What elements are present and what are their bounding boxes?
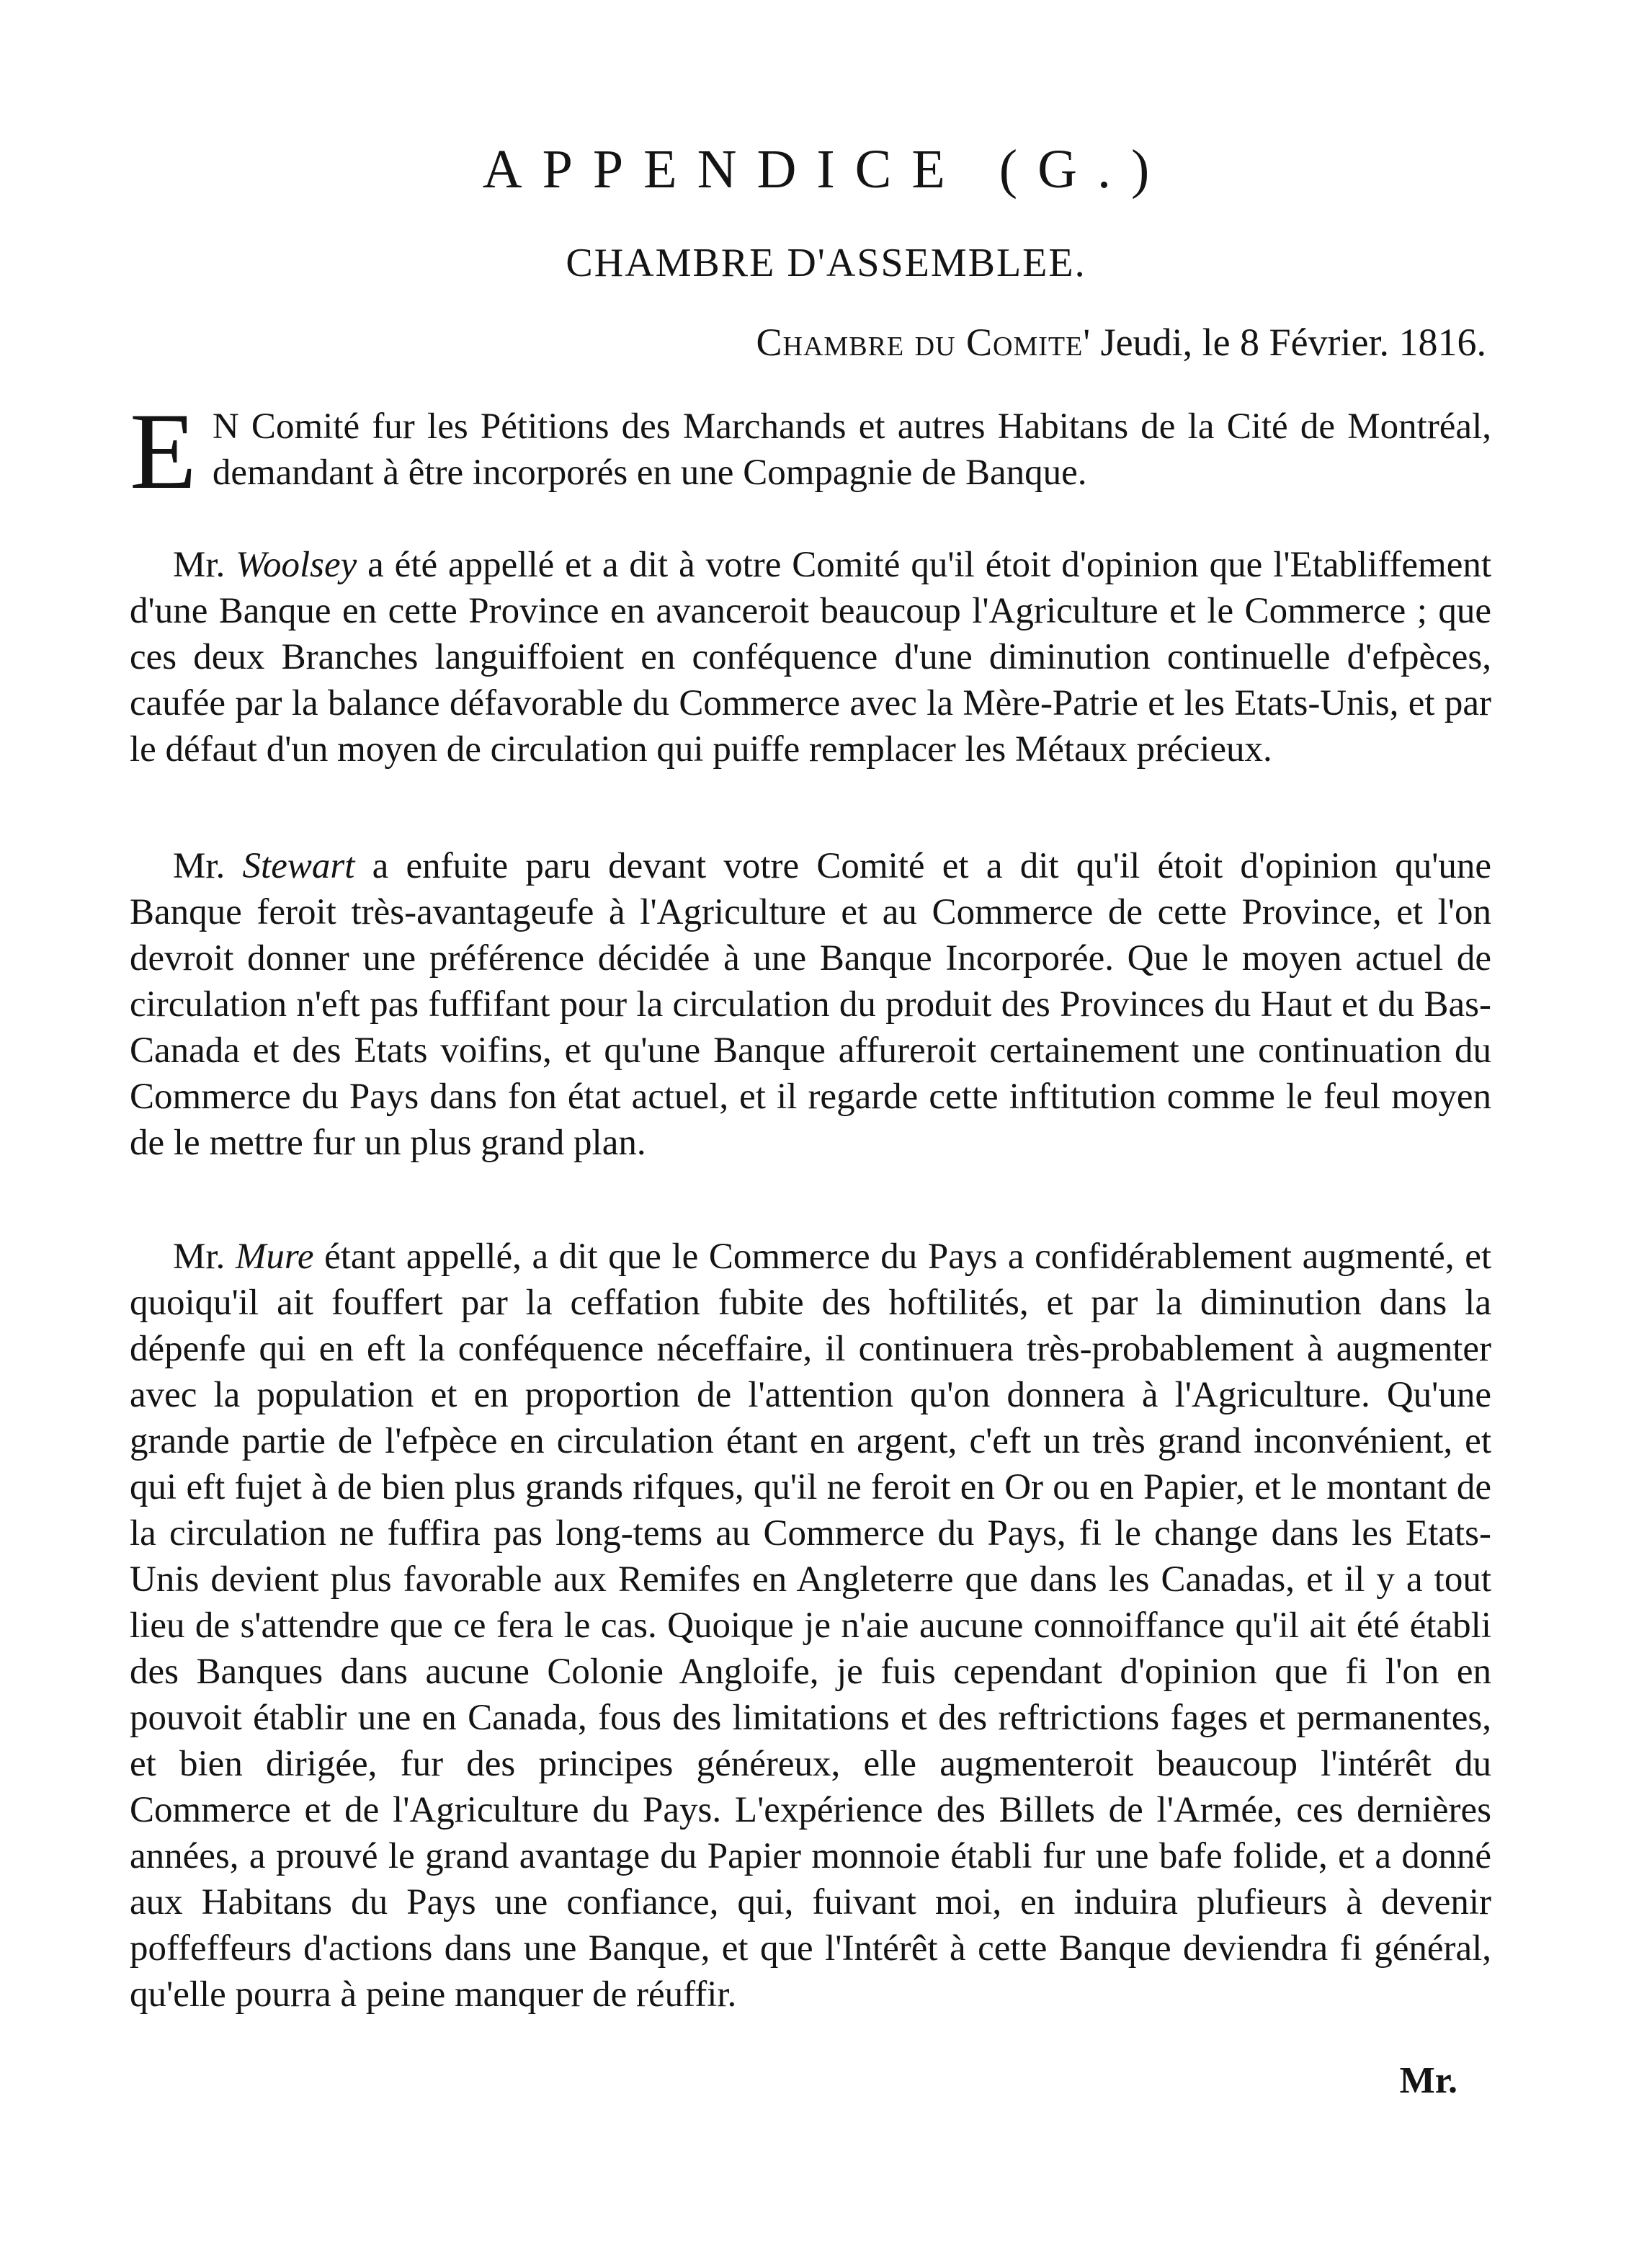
intro-text: N Comité fur les Pétitions des Marchands et autres Habitans de la Cité de Montréal, demandant à être incorporés en une Compagnie de Banque. bbox=[212, 406, 1491, 493]
paragraph-stewart bbox=[130, 843, 1491, 1166]
paragraph-text: a enfuite paru devant votre Comité et a dit qu'il étoit d'opinion qu'une Banque feroit très-avantageufe à l'Agriculture et au Commerce de cette Province, et l'on devroit donner une préférence décidée à une Banque Incorporée. Que le moyen actuel de circulation n'eft pas fuffifant pour la circulation du produit des Provinces du Haut et du Bas-Canada et des Etats voifins, et qu'une Banque affureroit certainement une continuation du Commerce du Pays dans fon état actuel, et il regarde cette inftitution comme le feul moyen de le mettre fur un plus grand plan. bbox=[130, 846, 1492, 1163]
dateline-date: Jeudi, le 8 Février. 1816. bbox=[1100, 321, 1486, 364]
speaker-prefix: Mr. bbox=[173, 846, 226, 886]
catchword: Mr. bbox=[1399, 2060, 1457, 2101]
speaker-name: Woolsey bbox=[236, 545, 357, 585]
speaker-name: Stewart bbox=[242, 846, 355, 886]
paragraph-text: a été appellé et a dit à votre Comité qu'il étoit d'opinion que l'Etabliffement d'une Banque en cette Province en avanceroit beaucoup l'Agriculture et le Commerce ; que ces deux Branches languiffoient en conféquence d'une diminution continuelle d'efpèces, caufée par la balance défavorable du Commerce avec la Mère-Patrie et les Etats-Unis, et par le défaut d'un moyen de circulation qui puiffe remplacer les Métaux précieux. bbox=[130, 545, 1492, 770]
appendix-title: APPENDICE (G.) bbox=[482, 139, 1170, 200]
speaker-prefix: Mr. bbox=[173, 1237, 226, 1277]
paragraph-mure bbox=[130, 1234, 1491, 2018]
drop-cap: E bbox=[130, 391, 197, 512]
dateline bbox=[756, 318, 1486, 366]
chamber-title: CHAMBRE D'ASSEMBLEE. bbox=[566, 241, 1086, 285]
paragraph-woolsey bbox=[130, 542, 1491, 772]
paragraph-text: étant appellé, a dit que le Commerce du Pays a confidérablement augmenté, et quoiqu'il ait fouffert par la ceffation fubite des hoftilités, et par la diminution dans la dépenfe qui en eft la conféquence néceffaire, il continuera très-probablement à augmenter avec la population et en proportion de l'attention qu'on donnera à l'Agriculture. Qu'une grande partie de l'efpèce en circulation étant en argent, c'eft un très grand inconvénient, et qui eft fujet à de bien plus grands rifques, qu'il ne feroit en Or ou en Papier, et le montant de la circulation ne fuffira pas long-tems au Commerce du Pays, fi le change dans les Etats-Unis devient plus favorable aux Remifes en Angleterre que dans les Canadas, et il y a tout lieu de s'attendre que ce fera le cas. Quoique je n'aie aucune connoiffance qu'il ait été établi des Banques dans aucune Colonie Angloife, je fuis cependant d'opinion que fi l'on en pouvoit établir une en Canada, fous des limitations et des reftrictions fages et permanentes, et bien dirigée, fur des principes généreux, elle augmenteroit beaucoup l'intérêt du Commerce et de l'Agriculture du Pays. L'expérience des Billets de l'Armée, ces dernières années, a prouvé le grand avantage du Papier monnoie établi fur une bafe folide, et a donné aux Habitans du Pays une confiance, qui, fuivant moi, en induira plufieurs à devenir poffeffeurs d'actions dans une Banque, et que l'Intérêt à cette Banque deviendra fi général, qu'elle pourra à peine manquer de réuffir. bbox=[130, 1237, 1491, 2015]
speaker-prefix: Mr. bbox=[173, 545, 226, 585]
intro-paragraph bbox=[130, 391, 1491, 512]
speaker-name: Mure bbox=[235, 1237, 314, 1277]
dateline-label: Chambre du Comite' bbox=[756, 321, 1091, 364]
